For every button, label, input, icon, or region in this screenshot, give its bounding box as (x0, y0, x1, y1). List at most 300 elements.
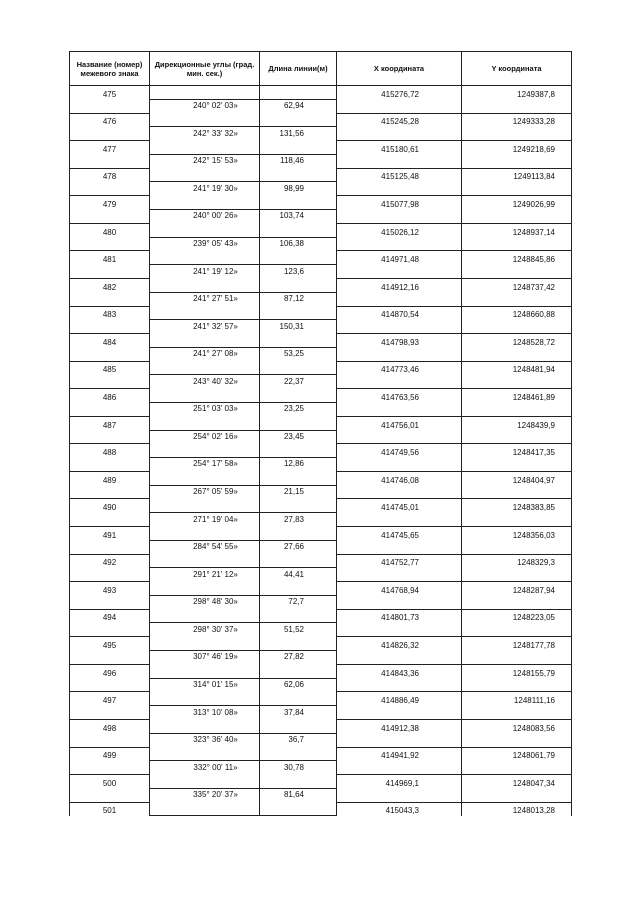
empty-cell (260, 664, 337, 678)
point-name: 492 (70, 554, 150, 568)
header-row (70, 52, 572, 86)
empty-cell (337, 320, 462, 334)
empty-cell (150, 527, 260, 541)
point-name: 493 (70, 582, 150, 596)
y-coordinate: 1248287,94 (462, 582, 572, 596)
empty-cell (462, 210, 572, 224)
line-length: 81,64 (260, 788, 337, 802)
empty-cell (70, 595, 150, 609)
point-name: 475 (70, 86, 150, 100)
segment-row (70, 513, 572, 527)
point-name: 499 (70, 747, 150, 761)
x-coordinate: 414870,54 (337, 306, 462, 320)
line-length: 27,82 (260, 651, 337, 665)
empty-cell (150, 499, 260, 513)
point-row (70, 361, 572, 375)
direction-angle: 314° 01' 15» (150, 678, 260, 692)
empty-cell (70, 651, 150, 665)
empty-cell (462, 320, 572, 334)
x-coordinate: 414912,38 (337, 719, 462, 733)
empty-cell (337, 761, 462, 775)
line-length: 98,99 (260, 182, 337, 196)
point-name: 498 (70, 719, 150, 733)
point-name: 478 (70, 168, 150, 182)
point-row (70, 196, 572, 210)
empty-cell (462, 761, 572, 775)
empty-cell (150, 444, 260, 458)
empty-cell (70, 788, 150, 802)
empty-cell (337, 402, 462, 416)
header-direction-angle: Дирекционные углы (град. мин. сек.) (150, 52, 260, 86)
segment-row (70, 761, 572, 775)
empty-cell (337, 623, 462, 637)
empty-cell (260, 637, 337, 651)
empty-cell (260, 471, 337, 485)
point-row (70, 471, 572, 485)
coordinates-table (69, 51, 572, 816)
empty-cell (337, 678, 462, 692)
segment-row (70, 265, 572, 279)
line-length: 23,45 (260, 430, 337, 444)
y-coordinate: 1248111,16 (462, 692, 572, 706)
point-name: 481 (70, 251, 150, 265)
x-coordinate: 414971,48 (337, 251, 462, 265)
empty-cell (150, 775, 260, 789)
point-row (70, 775, 572, 789)
y-coordinate: 1248329,3 (462, 554, 572, 568)
empty-cell (260, 168, 337, 182)
x-coordinate: 414773,46 (337, 361, 462, 375)
line-length: 37,84 (260, 706, 337, 720)
empty-cell (260, 113, 337, 127)
y-coordinate: 1248061,79 (462, 747, 572, 761)
point-row (70, 416, 572, 430)
point-name: 484 (70, 334, 150, 348)
empty-cell (150, 637, 260, 651)
point-name: 479 (70, 196, 150, 210)
empty-cell (462, 513, 572, 527)
segment-row (70, 485, 572, 499)
segment-row (70, 402, 572, 416)
line-length: 44,41 (260, 568, 337, 582)
line-length: 51,52 (260, 623, 337, 637)
point-name: 500 (70, 775, 150, 789)
point-name: 480 (70, 223, 150, 237)
empty-cell (462, 265, 572, 279)
empty-cell (150, 389, 260, 403)
point-row (70, 609, 572, 623)
empty-cell (70, 210, 150, 224)
point-row (70, 554, 572, 568)
x-coordinate: 415026,12 (337, 223, 462, 237)
empty-cell (337, 540, 462, 554)
empty-cell (150, 609, 260, 623)
direction-angle: 267° 05' 59» (150, 485, 260, 499)
empty-cell (337, 595, 462, 609)
line-length: 62,94 (260, 99, 337, 113)
empty-cell (260, 416, 337, 430)
y-coordinate: 1249218,69 (462, 141, 572, 155)
x-coordinate: 414886,49 (337, 692, 462, 706)
direction-angle: 291° 21' 12» (150, 568, 260, 582)
empty-cell (337, 513, 462, 527)
point-row (70, 278, 572, 292)
point-name: 476 (70, 113, 150, 127)
x-coordinate: 414912,16 (337, 278, 462, 292)
segment-row (70, 430, 572, 444)
point-row (70, 389, 572, 403)
empty-cell (260, 223, 337, 237)
point-name: 494 (70, 609, 150, 623)
direction-angle: 335° 20' 37» (150, 788, 260, 802)
direction-angle: 240° 00' 26» (150, 210, 260, 224)
point-name: 491 (70, 527, 150, 541)
line-length: 103,74 (260, 210, 337, 224)
empty-cell (337, 430, 462, 444)
empty-cell (260, 444, 337, 458)
segment-row (70, 651, 572, 665)
line-length: 21,15 (260, 485, 337, 499)
empty-cell (462, 402, 572, 416)
x-coordinate: 414768,94 (337, 582, 462, 596)
empty-cell (462, 237, 572, 251)
direction-angle: 251° 03' 03» (150, 402, 260, 416)
segment-row (70, 678, 572, 692)
empty-cell (462, 430, 572, 444)
point-row (70, 582, 572, 596)
y-coordinate: 1248083,56 (462, 719, 572, 733)
empty-cell (462, 623, 572, 637)
direction-angle: 254° 02' 16» (150, 430, 260, 444)
y-coordinate: 1248047,34 (462, 775, 572, 789)
empty-cell (462, 127, 572, 141)
direction-angle: 241° 27' 51» (150, 292, 260, 306)
empty-cell (260, 141, 337, 155)
segment-row (70, 99, 572, 113)
direction-angle: 241° 27' 08» (150, 347, 260, 361)
point-name: 487 (70, 416, 150, 430)
point-row (70, 113, 572, 127)
empty-cell (462, 347, 572, 361)
point-row (70, 637, 572, 651)
empty-cell (70, 347, 150, 361)
segment-row (70, 127, 572, 141)
empty-cell (260, 278, 337, 292)
empty-cell (337, 706, 462, 720)
line-length: 36,7 (260, 733, 337, 747)
empty-cell (70, 99, 150, 113)
line-length: 62,06 (260, 678, 337, 692)
x-coordinate: 414752,77 (337, 554, 462, 568)
line-length: 12,86 (260, 458, 337, 472)
direction-angle: 240° 02' 03» (150, 99, 260, 113)
empty-cell (337, 733, 462, 747)
empty-cell (260, 692, 337, 706)
empty-cell (70, 678, 150, 692)
line-length: 27,66 (260, 540, 337, 554)
header-line-length: Длина линии(м) (260, 52, 337, 86)
segment-row (70, 182, 572, 196)
empty-cell (260, 306, 337, 320)
segment-row (70, 154, 572, 168)
empty-cell (260, 334, 337, 348)
segment-row (70, 568, 572, 582)
line-length: 30,78 (260, 761, 337, 775)
point-name: 483 (70, 306, 150, 320)
empty-cell (462, 651, 572, 665)
x-coordinate: 414969,1 (337, 775, 462, 789)
empty-cell (70, 540, 150, 554)
empty-cell (462, 595, 572, 609)
x-coordinate: 415276,72 (337, 86, 462, 100)
segment-row (70, 458, 572, 472)
empty-cell (260, 196, 337, 210)
segment-row (70, 237, 572, 251)
segment-row (70, 540, 572, 554)
empty-cell (337, 237, 462, 251)
empty-cell (260, 527, 337, 541)
empty-cell (260, 86, 337, 100)
point-name: 496 (70, 664, 150, 678)
segment-row (70, 788, 572, 802)
point-name: 488 (70, 444, 150, 458)
empty-cell (150, 664, 260, 678)
segment-row (70, 623, 572, 637)
empty-cell (70, 485, 150, 499)
point-name: 477 (70, 141, 150, 155)
empty-cell (260, 775, 337, 789)
empty-cell (70, 430, 150, 444)
segment-row (70, 320, 572, 334)
y-coordinate: 1248439,9 (462, 416, 572, 430)
header-x-coordinate: Х координата (337, 52, 462, 86)
empty-cell (462, 182, 572, 196)
direction-angle: 298° 30' 37» (150, 623, 260, 637)
empty-cell (150, 416, 260, 430)
y-coordinate: 1248404,97 (462, 471, 572, 485)
point-row (70, 719, 572, 733)
y-coordinate: 1248013,28 (462, 802, 572, 816)
empty-cell (70, 375, 150, 389)
point-name: 497 (70, 692, 150, 706)
x-coordinate: 415077,98 (337, 196, 462, 210)
point-row (70, 168, 572, 182)
empty-cell (70, 568, 150, 582)
line-length: 22,37 (260, 375, 337, 389)
empty-cell (337, 347, 462, 361)
y-coordinate: 1248383,85 (462, 499, 572, 513)
direction-angle: 241° 32' 57» (150, 320, 260, 334)
x-coordinate: 414756,01 (337, 416, 462, 430)
direction-angle: 307° 46' 19» (150, 651, 260, 665)
empty-cell (150, 251, 260, 265)
segment-row (70, 292, 572, 306)
line-length: 87,12 (260, 292, 337, 306)
x-coordinate: 415125,48 (337, 168, 462, 182)
empty-cell (462, 568, 572, 582)
direction-angle: 241° 19' 30» (150, 182, 260, 196)
y-coordinate: 1248223,05 (462, 609, 572, 623)
y-coordinate: 1249113,84 (462, 168, 572, 182)
point-name: 485 (70, 361, 150, 375)
point-name: 490 (70, 499, 150, 513)
y-coordinate: 1248481,94 (462, 361, 572, 375)
empty-cell (70, 706, 150, 720)
empty-cell (260, 389, 337, 403)
coordinates-table-container (69, 51, 572, 816)
y-coordinate: 1248737,42 (462, 278, 572, 292)
empty-cell (150, 582, 260, 596)
direction-angle: 284° 54' 55» (150, 540, 260, 554)
empty-cell (260, 719, 337, 733)
header-y-coordinate: Y координата (462, 52, 572, 86)
empty-cell (337, 458, 462, 472)
direction-angle: 242° 15' 53» (150, 154, 260, 168)
point-row (70, 334, 572, 348)
empty-cell (337, 99, 462, 113)
empty-cell (337, 485, 462, 499)
y-coordinate: 1249333,28 (462, 113, 572, 127)
empty-cell (260, 747, 337, 761)
empty-cell (150, 86, 260, 100)
empty-cell (260, 609, 337, 623)
empty-cell (150, 361, 260, 375)
empty-cell (462, 706, 572, 720)
empty-cell (70, 320, 150, 334)
empty-cell (337, 127, 462, 141)
empty-cell (462, 540, 572, 554)
empty-cell (150, 141, 260, 155)
point-row (70, 223, 572, 237)
empty-cell (70, 733, 150, 747)
point-name: 482 (70, 278, 150, 292)
empty-cell (150, 306, 260, 320)
empty-cell (260, 802, 337, 816)
direction-angle: 241° 19' 12» (150, 265, 260, 279)
point-row (70, 86, 572, 100)
direction-angle: 323° 36' 40» (150, 733, 260, 747)
empty-cell (150, 196, 260, 210)
empty-cell (70, 513, 150, 527)
point-row (70, 692, 572, 706)
point-row (70, 802, 572, 816)
empty-cell (462, 733, 572, 747)
empty-cell (150, 554, 260, 568)
x-coordinate: 414941,92 (337, 747, 462, 761)
empty-cell (337, 375, 462, 389)
table-body (70, 86, 572, 816)
empty-cell (260, 499, 337, 513)
empty-cell (462, 678, 572, 692)
line-length: 27,83 (260, 513, 337, 527)
point-row (70, 747, 572, 761)
x-coordinate: 415245,28 (337, 113, 462, 127)
x-coordinate: 414745,65 (337, 527, 462, 541)
empty-cell (70, 265, 150, 279)
y-coordinate: 1248461,89 (462, 389, 572, 403)
line-length: 150,31 (260, 320, 337, 334)
y-coordinate: 1248356,03 (462, 527, 572, 541)
empty-cell (150, 113, 260, 127)
empty-cell (70, 154, 150, 168)
header-point-name: Название (номер) межевого знака (70, 52, 150, 86)
line-length: 123,6 (260, 265, 337, 279)
x-coordinate: 414843,36 (337, 664, 462, 678)
point-name: 501 (70, 802, 150, 816)
line-length: 53,25 (260, 347, 337, 361)
empty-cell (337, 265, 462, 279)
x-coordinate: 414798,93 (337, 334, 462, 348)
empty-cell (70, 623, 150, 637)
point-name: 489 (70, 471, 150, 485)
empty-cell (337, 292, 462, 306)
empty-cell (260, 361, 337, 375)
y-coordinate: 1248937,14 (462, 223, 572, 237)
segment-row (70, 347, 572, 361)
point-row (70, 306, 572, 320)
line-length: 106,38 (260, 237, 337, 251)
x-coordinate: 414745,01 (337, 499, 462, 513)
point-row (70, 499, 572, 513)
empty-cell (337, 182, 462, 196)
segment-row (70, 375, 572, 389)
line-length: 118,46 (260, 154, 337, 168)
empty-cell (150, 471, 260, 485)
empty-cell (260, 554, 337, 568)
empty-cell (150, 278, 260, 292)
direction-angle: 243° 40' 32» (150, 375, 260, 389)
empty-cell (70, 402, 150, 416)
y-coordinate: 1248155,79 (462, 664, 572, 678)
point-name: 495 (70, 637, 150, 651)
empty-cell (150, 334, 260, 348)
point-name: 486 (70, 389, 150, 403)
empty-cell (462, 458, 572, 472)
x-coordinate: 414826,32 (337, 637, 462, 651)
x-coordinate: 415043,3 (337, 802, 462, 816)
empty-cell (150, 719, 260, 733)
empty-cell (150, 802, 260, 816)
direction-angle: 242° 33' 32» (150, 127, 260, 141)
direction-angle: 254° 17' 58» (150, 458, 260, 472)
y-coordinate: 1249026,99 (462, 196, 572, 210)
empty-cell (70, 292, 150, 306)
empty-cell (70, 127, 150, 141)
empty-cell (150, 223, 260, 237)
y-coordinate: 1248528,72 (462, 334, 572, 348)
segment-row (70, 733, 572, 747)
segment-row (70, 210, 572, 224)
x-coordinate: 414749,56 (337, 444, 462, 458)
point-row (70, 444, 572, 458)
y-coordinate: 1248177,78 (462, 637, 572, 651)
empty-cell (462, 375, 572, 389)
empty-cell (150, 168, 260, 182)
empty-cell (462, 788, 572, 802)
point-row (70, 664, 572, 678)
empty-cell (462, 292, 572, 306)
y-coordinate: 1248417,35 (462, 444, 572, 458)
y-coordinate: 1249387,8 (462, 86, 572, 100)
y-coordinate: 1248660,88 (462, 306, 572, 320)
x-coordinate: 414763,56 (337, 389, 462, 403)
direction-angle: 313° 10' 08» (150, 706, 260, 720)
point-row (70, 251, 572, 265)
direction-angle: 332° 00' 11» (150, 761, 260, 775)
line-length: 23,25 (260, 402, 337, 416)
empty-cell (70, 182, 150, 196)
empty-cell (70, 237, 150, 251)
